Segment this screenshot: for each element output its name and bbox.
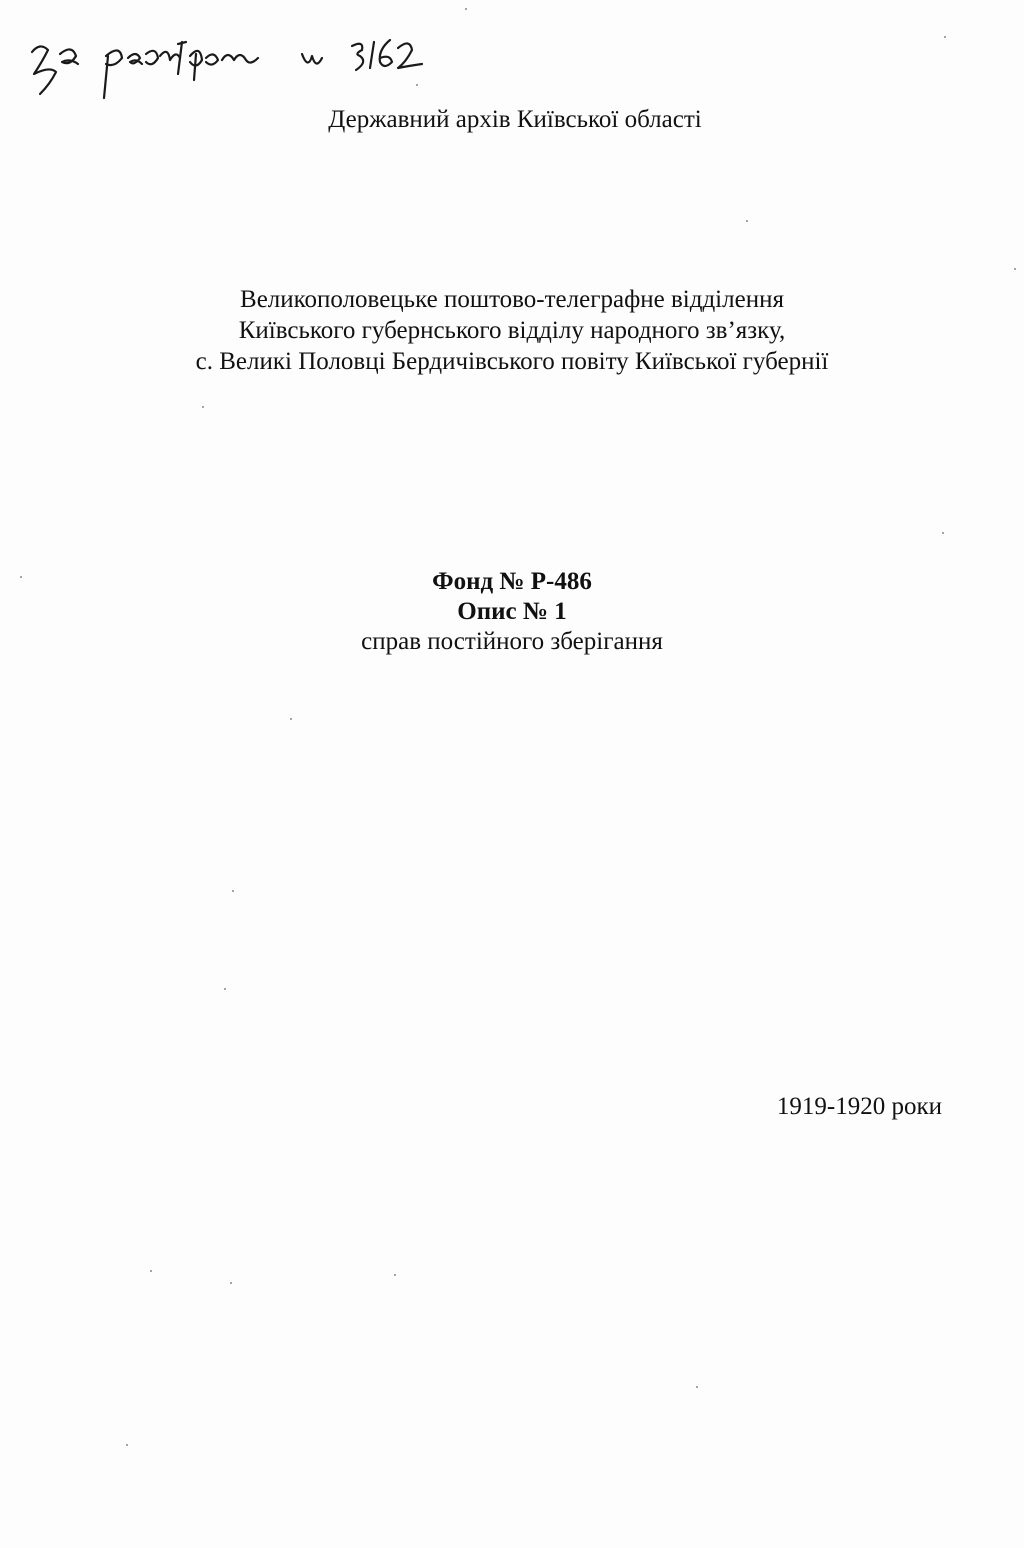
scan-speck <box>150 1270 152 1272</box>
scan-speck <box>696 1386 698 1388</box>
scan-speck <box>224 988 226 990</box>
scan-speck <box>944 36 946 38</box>
handwritten-note <box>10 14 430 104</box>
organization-block <box>0 284 1024 377</box>
scan-speck <box>232 890 234 892</box>
scan-speck <box>230 1282 232 1284</box>
opys-number: Опис № 1 <box>457 598 567 625</box>
scan-speck <box>942 532 944 534</box>
scan-speck <box>290 718 292 720</box>
scan-speck <box>202 406 204 408</box>
scan-speck <box>416 84 418 86</box>
organization-line-1: Великополовецьке поштово-телеграфне відділення <box>240 286 784 313</box>
scan-speck <box>394 1274 396 1276</box>
organization-line-3: с. Великі Половці Бердичівського повіту Київської губернії <box>195 348 829 375</box>
scan-speck <box>126 1444 128 1446</box>
years-range: 1919-1920 роки <box>776 1093 942 1120</box>
scan-speck <box>20 576 22 578</box>
organization-line-2: Київського губернського відділу народного зв’язку, <box>238 317 786 344</box>
scan-speck <box>465 8 467 10</box>
handwritten-note-drawing <box>10 14 430 104</box>
fond-description: справ постійного зберігання <box>361 628 663 655</box>
scan-speck <box>746 220 748 222</box>
fond-block <box>0 567 1024 657</box>
scan-speck <box>1014 268 1016 270</box>
fond-number: Фонд № Р-486 <box>432 568 592 595</box>
archive-name: Державний архів Київської області <box>328 106 702 133</box>
